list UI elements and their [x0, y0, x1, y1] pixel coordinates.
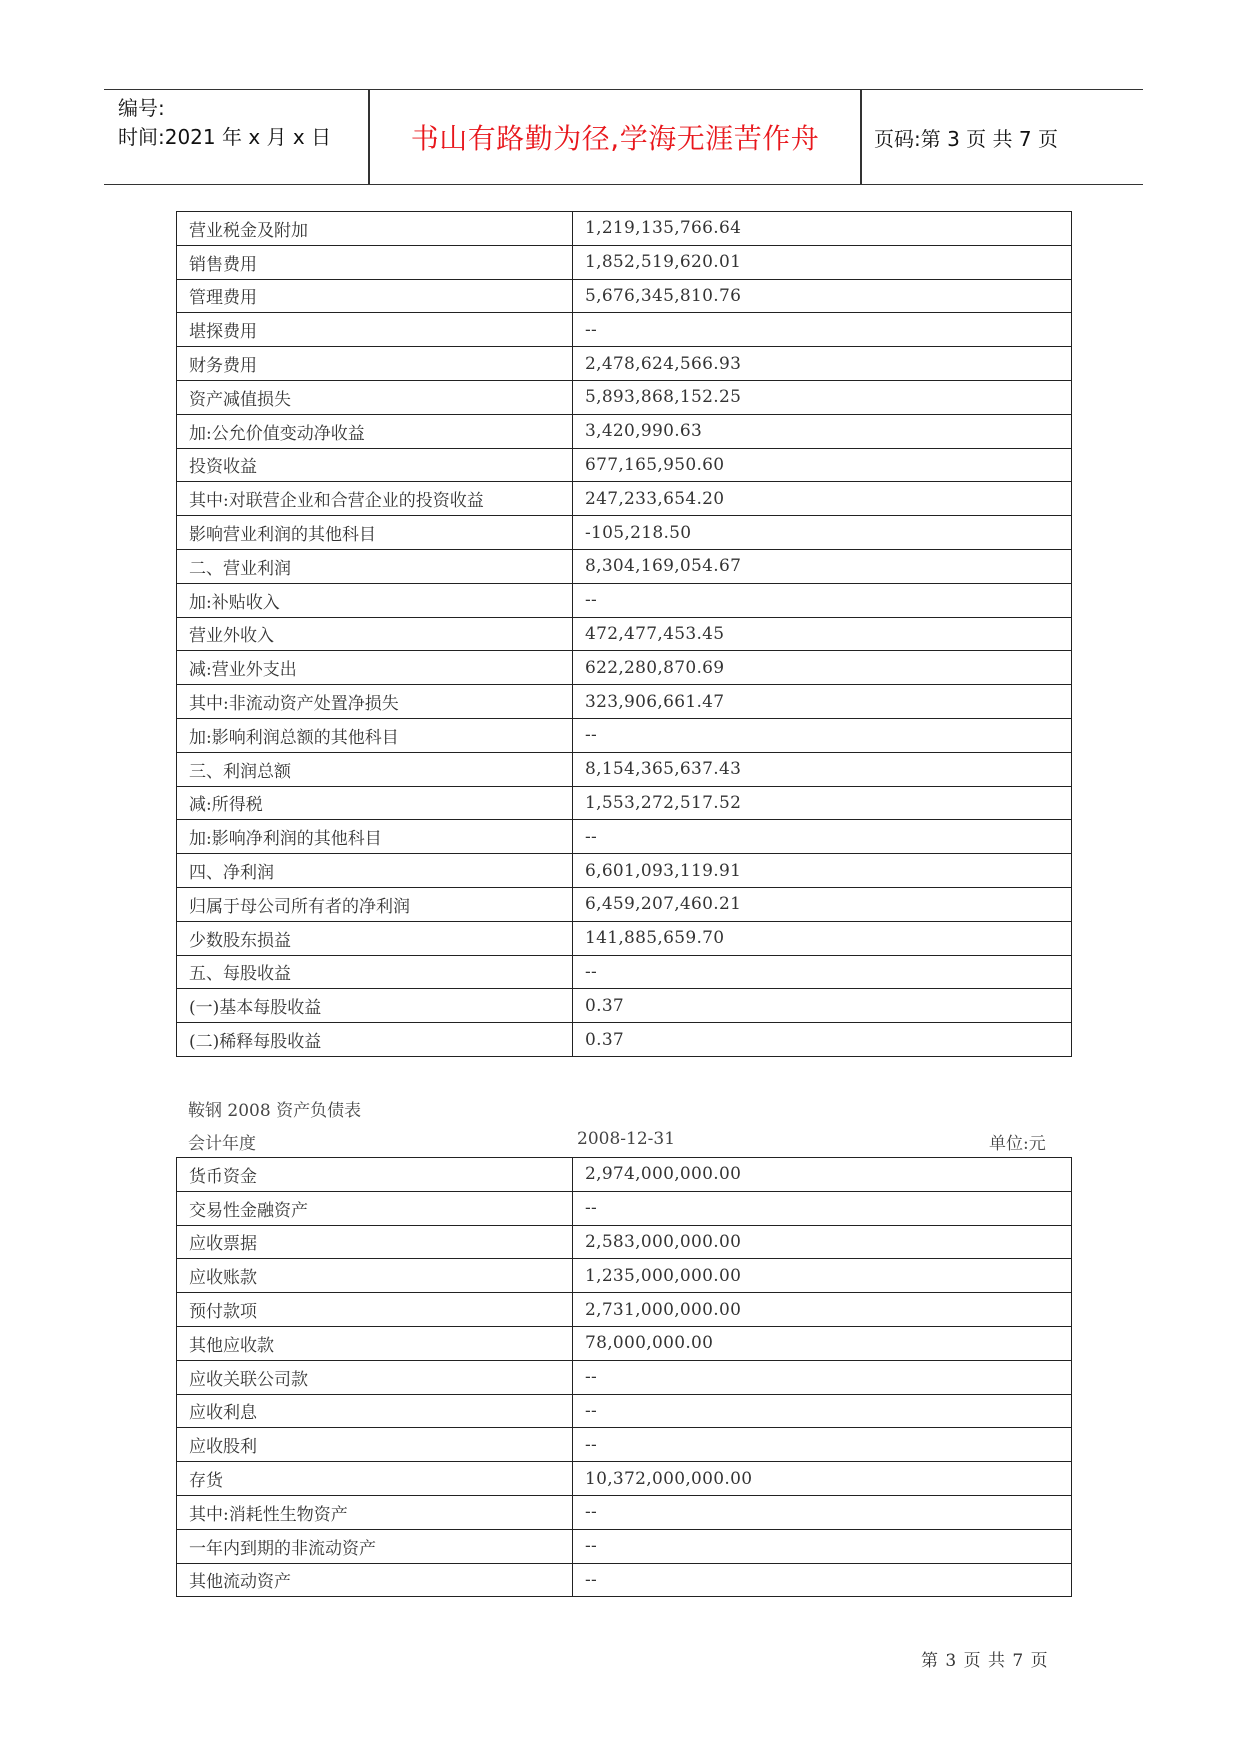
- table-row: [177, 887, 1072, 921]
- table-row: [177, 1158, 1072, 1192]
- table-row: [177, 651, 1072, 685]
- row-label: 应收账款: [177, 1259, 573, 1293]
- row-label: 加:公允价值变动净收益: [177, 414, 573, 448]
- row-value: --: [573, 1191, 1072, 1225]
- table-row: [177, 1293, 1072, 1327]
- row-value: 78,000,000.00: [573, 1326, 1072, 1360]
- row-value: --: [573, 1563, 1072, 1597]
- row-value: --: [573, 718, 1072, 752]
- header-page-info: 页码:第 3 页 共 7 页: [874, 126, 1058, 151]
- row-label: 营业税金及附加: [177, 212, 573, 246]
- row-label: 预付款项: [177, 1293, 573, 1327]
- row-value: --: [573, 1428, 1072, 1462]
- row-value: --: [573, 820, 1072, 854]
- row-value: --: [573, 955, 1072, 989]
- table-row: [177, 313, 1072, 347]
- table-row: [177, 1394, 1072, 1428]
- row-value: --: [573, 583, 1072, 617]
- table-row: [177, 854, 1072, 888]
- row-label: 存货: [177, 1462, 573, 1496]
- row-label: 加:补贴收入: [177, 583, 573, 617]
- row-label: 应收关联公司款: [177, 1360, 573, 1394]
- row-value: 2,974,000,000.00: [573, 1158, 1072, 1192]
- row-label: (一)基本每股收益: [177, 989, 573, 1023]
- document-header: [104, 89, 1143, 185]
- table-row: [177, 955, 1072, 989]
- row-label: 归属于母公司所有者的净利润: [177, 887, 573, 921]
- table-row: [177, 1495, 1072, 1529]
- row-value: 323,906,661.47: [573, 685, 1072, 719]
- row-value: 677,165,950.60: [573, 448, 1072, 482]
- row-value: 5,676,345,810.76: [573, 279, 1072, 313]
- row-label: 二、营业利润: [177, 549, 573, 583]
- row-label: 应收票据: [177, 1225, 573, 1259]
- row-label: 财务费用: [177, 347, 573, 381]
- row-label: 其他应收款: [177, 1326, 573, 1360]
- row-label: 投资收益: [177, 448, 573, 482]
- table-row: [177, 1462, 1072, 1496]
- table-row: [177, 482, 1072, 516]
- document-time: 时间:2021 年 x 月 x 日: [118, 125, 332, 149]
- row-label: 一年内到期的非流动资产: [177, 1529, 573, 1563]
- row-label: 货币资金: [177, 1158, 573, 1192]
- row-label: 销售费用: [177, 245, 573, 279]
- table-row: [177, 1225, 1072, 1259]
- row-value: 247,233,654.20: [573, 482, 1072, 516]
- row-value: 5,893,868,152.25: [573, 380, 1072, 414]
- row-label: 四、净利润: [177, 854, 573, 888]
- row-value: 6,601,093,119.91: [573, 854, 1072, 888]
- table-row: [177, 448, 1072, 482]
- table-row: [177, 1259, 1072, 1293]
- row-label: 其他流动资产: [177, 1563, 573, 1597]
- table-row: [177, 1360, 1072, 1394]
- row-label: 影响营业利润的其他科目: [177, 516, 573, 550]
- table-row: [177, 1326, 1072, 1360]
- table-row: [177, 279, 1072, 313]
- row-value: 0.37: [573, 1023, 1072, 1057]
- table-row: [177, 752, 1072, 786]
- income-statement-table: [176, 211, 1072, 1057]
- row-label: (二)稀释每股收益: [177, 1023, 573, 1057]
- row-value: 2,731,000,000.00: [573, 1293, 1072, 1327]
- row-label: 加:影响净利润的其他科目: [177, 820, 573, 854]
- table-row: [177, 516, 1072, 550]
- header-motto: 书山有路勤为径,学海无涯苦作舟: [410, 122, 820, 155]
- table-row: [177, 380, 1072, 414]
- table-row: [177, 347, 1072, 381]
- row-label: 加:影响利润总额的其他科目: [177, 718, 573, 752]
- row-label: 少数股东损益: [177, 921, 573, 955]
- table-row: [177, 921, 1072, 955]
- table-row: [177, 685, 1072, 719]
- table-row: [177, 617, 1072, 651]
- row-value: 8,154,365,637.43: [573, 752, 1072, 786]
- table-row: [177, 1428, 1072, 1462]
- row-value: --: [573, 1394, 1072, 1428]
- row-value: 141,885,659.70: [573, 921, 1072, 955]
- row-value: 8,304,169,054.67: [573, 549, 1072, 583]
- row-label: 交易性金融资产: [177, 1191, 573, 1225]
- page-footer: 第 3 页 共 7 页: [921, 1651, 1049, 1671]
- row-label: 其中:非流动资产处置净损失: [177, 685, 573, 719]
- row-label: 五、每股收益: [177, 955, 573, 989]
- table-row: [177, 1529, 1072, 1563]
- row-value: 2,583,000,000.00: [573, 1225, 1072, 1259]
- row-value: 3,420,990.63: [573, 414, 1072, 448]
- row-value: 1,553,272,517.52: [573, 786, 1072, 820]
- row-label: 其中:对联营企业和合营企业的投资收益: [177, 482, 573, 516]
- row-value: 622,280,870.69: [573, 651, 1072, 685]
- balance-sheet-date: 2008-12-31: [577, 1129, 676, 1149]
- header-meta: [118, 94, 368, 152]
- fiscal-year-label: 会计年度: [188, 1134, 256, 1154]
- table-row: [177, 1191, 1072, 1225]
- table-row: [177, 989, 1072, 1023]
- row-label: 营业外收入: [177, 617, 573, 651]
- unit-label: 单位:元: [989, 1134, 1046, 1154]
- row-value: --: [573, 1529, 1072, 1563]
- table-row: [177, 414, 1072, 448]
- table-row: [177, 786, 1072, 820]
- table-row: [177, 718, 1072, 752]
- header-divider: [860, 90, 862, 184]
- table-row: [177, 212, 1072, 246]
- row-label: 应收利息: [177, 1394, 573, 1428]
- table-row: [177, 1023, 1072, 1057]
- row-label: 资产减值损失: [177, 380, 573, 414]
- balance-sheet-title: 鞍钢 2008 资产负债表: [188, 1101, 362, 1121]
- row-label: 其中:消耗性生物资产: [177, 1495, 573, 1529]
- row-value: --: [573, 1360, 1072, 1394]
- row-value: 2,478,624,566.93: [573, 347, 1072, 381]
- table-row: [177, 549, 1072, 583]
- balance-sheet-table: [176, 1157, 1072, 1597]
- row-value: 1,852,519,620.01: [573, 245, 1072, 279]
- row-value: 1,219,135,766.64: [573, 212, 1072, 246]
- row-label: 管理费用: [177, 279, 573, 313]
- row-value: -105,218.50: [573, 516, 1072, 550]
- row-label: 堪探费用: [177, 313, 573, 347]
- table-row: [177, 1563, 1072, 1597]
- row-value: --: [573, 1495, 1072, 1529]
- document-number-label: 编号:: [118, 96, 165, 120]
- row-value: --: [573, 313, 1072, 347]
- row-label: 应收股利: [177, 1428, 573, 1462]
- row-label: 减:所得税: [177, 786, 573, 820]
- row-label: 三、利润总额: [177, 752, 573, 786]
- row-value: 472,477,453.45: [573, 617, 1072, 651]
- table-row: [177, 583, 1072, 617]
- row-value: 0.37: [573, 989, 1072, 1023]
- table-row: [177, 820, 1072, 854]
- row-value: 1,235,000,000.00: [573, 1259, 1072, 1293]
- row-label: 减:营业外支出: [177, 651, 573, 685]
- row-value: 6,459,207,460.21: [573, 887, 1072, 921]
- table-row: [177, 245, 1072, 279]
- row-value: 10,372,000,000.00: [573, 1462, 1072, 1496]
